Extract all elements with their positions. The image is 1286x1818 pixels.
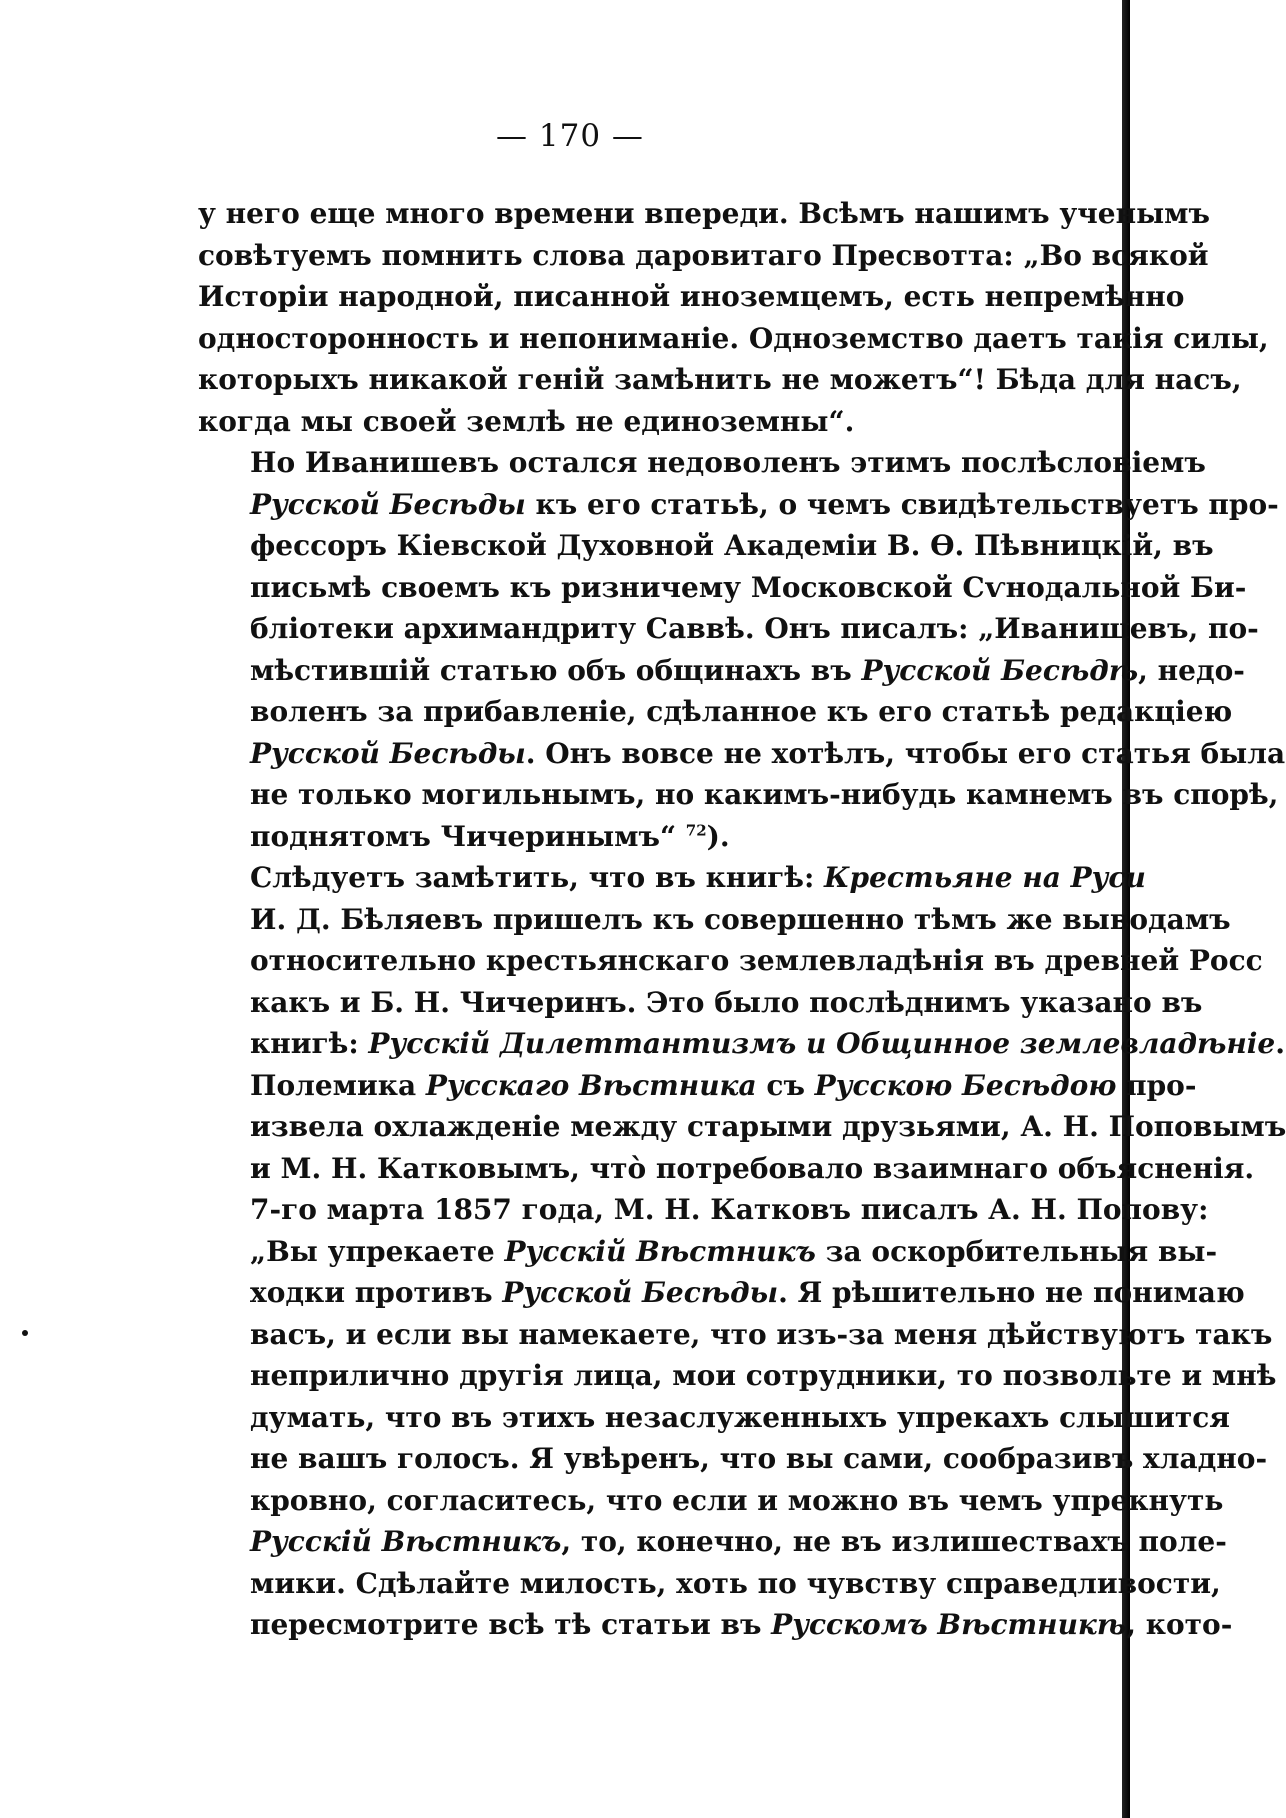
text-line xyxy=(198,774,1279,816)
text-line xyxy=(198,401,1036,443)
text-line xyxy=(198,650,1245,692)
text-line xyxy=(198,525,1214,567)
text-line xyxy=(198,1065,1197,1107)
text-line xyxy=(198,816,1036,858)
text-line xyxy=(198,1314,1273,1356)
text-run: мѣстившій статью объ общинахъ въ xyxy=(250,653,862,687)
text-run: за оскорбительныя вы- xyxy=(815,1234,1218,1268)
text-run: совѣтуемъ помнить слова даровитаго Пресвотта: „Во всякой xyxy=(198,238,1209,272)
italic-title: Русской Бесѣды xyxy=(502,1276,779,1309)
italic-title: Русскаго Вѣстника xyxy=(425,1068,757,1102)
text-run: васъ, и если вы намекаете, что изъ-за меня дѣйствуютъ такъ xyxy=(250,1317,1273,1351)
text-line xyxy=(198,235,1209,277)
text-run: кровно, согласитесь, что если и можно въ чемъ упрекнуть xyxy=(250,1483,1224,1517)
text-line xyxy=(198,193,1210,235)
text-run: думать, что въ этихъ незаслуженныхъ упрекахъ слышится xyxy=(250,1400,1230,1434)
text-line xyxy=(198,982,1203,1024)
text-line xyxy=(198,733,1286,775)
text-run: поднятомъ Чичеринымъ“ xyxy=(250,819,686,853)
paragraph xyxy=(198,857,1285,1065)
text-line xyxy=(198,1521,1227,1563)
text-run: книгѣ: xyxy=(250,1027,369,1060)
text-line xyxy=(198,608,1259,650)
italic-title: Русскій Вѣстникъ xyxy=(504,1234,816,1268)
text-line xyxy=(198,442,1206,484)
text-run: относительно крестьянскаго землевладѣнія въ древней Росс xyxy=(250,944,1263,977)
page-number: — 170 — xyxy=(496,118,644,154)
text-line xyxy=(198,276,1185,318)
text-run: къ его статьѣ, о чемъ свидѣтельствуетъ про- xyxy=(525,487,1279,521)
text-run: которыхъ никакой геній замѣнить не можетъ“! Бѣда для насъ, xyxy=(198,363,1242,396)
text-line xyxy=(198,1106,1286,1148)
text-run: извела охлажденіе между старыми друзьями, А. Н. Поповымъ xyxy=(250,1110,1286,1143)
text-line xyxy=(198,1438,1268,1480)
text-run: Полемика xyxy=(250,1068,426,1102)
text-run: Исторіи народной, писанной иноземцемъ, есть непремѣнно xyxy=(198,280,1185,313)
paragraph xyxy=(198,1065,1286,1646)
text-run: , недо- xyxy=(1138,653,1245,687)
text-run: . Онъ вовсе не хотѣлъ, чтобы его статья была xyxy=(525,736,1286,770)
text-line xyxy=(198,318,1269,360)
italic-title: Русскій Вѣстникъ xyxy=(250,1525,562,1558)
paragraph xyxy=(198,193,1269,442)
text-line xyxy=(198,484,1279,526)
text-line xyxy=(198,691,1233,733)
text-run: и М. Н. Катковымъ, что̀ потребовало взаимнаго объясненія. xyxy=(250,1151,1255,1185)
text-run: фессоръ Кіевской Духовной Академіи В. Ѳ. Пѣвницкій, въ xyxy=(250,529,1214,562)
text-line xyxy=(198,1397,1230,1439)
text-run: 7-го марта 1857 года, М. Н. Катковъ писалъ А. Н. Попову: xyxy=(250,1193,1209,1226)
text-line xyxy=(198,1480,1224,1522)
text-run: , то, конечно, не въ излишествахъ поле- xyxy=(561,1525,1227,1558)
text-run: . xyxy=(1275,1027,1285,1060)
text-line xyxy=(198,1148,1255,1190)
italic-title: Русскою Бесѣдою xyxy=(814,1068,1117,1102)
text-run: ходки противъ xyxy=(250,1276,503,1309)
text-run: . Я рѣшительно не понимаю xyxy=(778,1276,1245,1309)
text-line xyxy=(198,1563,1221,1605)
text-line xyxy=(198,899,1231,941)
italic-title: Русской Бесѣдѣ xyxy=(861,653,1139,687)
text-run: мики. Сдѣлайте милость, хоть по чувству справедливости, xyxy=(250,1566,1221,1600)
text-run: бліотеки архимандриту Саввѣ. Онъ писалъ: „Иванишевъ, по- xyxy=(250,612,1259,645)
footnote-ref: 72 xyxy=(685,821,707,840)
text-run: про- xyxy=(1116,1068,1197,1102)
text-line xyxy=(198,1023,1285,1065)
italic-title: Крестьяне на Руси xyxy=(824,861,1146,894)
text-line xyxy=(198,1604,1233,1646)
text-run: Но Иванишевъ остался недоволенъ этимъ послѣсловіемъ xyxy=(250,446,1206,479)
paragraph xyxy=(198,442,1286,857)
text-line xyxy=(198,1355,1277,1397)
text-run: когда мы своей землѣ не единоземны“. xyxy=(198,404,855,438)
italic-title: Русской Бесѣды xyxy=(250,487,526,521)
text-run: не вашъ голосъ. Я увѣренъ, что вы сами, сообразивъ хладно- xyxy=(250,1442,1268,1475)
text-run: „Вы упрекаете xyxy=(250,1234,505,1268)
italic-title: Русскомъ Вѣстникѣ xyxy=(771,1608,1127,1641)
text-line xyxy=(198,857,1146,899)
text-line xyxy=(198,567,1247,609)
body-text xyxy=(198,193,1286,1646)
text-run: не только могильнымъ, но какимъ-нибудь камнемъ въ спорѣ, xyxy=(250,778,1279,811)
text-run: , кото- xyxy=(1126,1608,1233,1641)
text-run: у него еще много времени впереди. Всѣмъ нашимъ ученымъ xyxy=(198,197,1210,230)
text-line xyxy=(198,940,1263,982)
ink-speck xyxy=(22,1330,28,1336)
text-run: Слѣдуетъ замѣтить, что въ книгѣ: xyxy=(250,861,825,894)
italic-title: Русскій Дилеттантизмъ и Общинное землевладѣніе xyxy=(368,1027,1276,1060)
text-line xyxy=(198,359,1242,401)
text-line xyxy=(198,1231,1218,1273)
text-line xyxy=(198,1272,1245,1314)
italic-title: Русской Бесѣды xyxy=(250,736,526,770)
text-run: И. Д. Бѣляевъ пришелъ къ совершенно тѣмъ же выводамъ xyxy=(250,902,1231,936)
text-line xyxy=(198,1189,1209,1231)
text-run: неприлично другія лица, мои сотрудники, то позвольте и мнѣ xyxy=(250,1359,1277,1392)
text-run: письмѣ своемъ къ ризничему Московской Сѵнодальной Би- xyxy=(250,570,1247,604)
text-run: какъ и Б. Н. Чичеринъ. Это было послѣднимъ указано въ xyxy=(250,985,1203,1019)
text-run: воленъ за прибавленіе, сдѣланное къ его статьѣ редакціею xyxy=(250,695,1233,728)
text-run: ). xyxy=(706,819,730,853)
text-run: пересмотрите всѣ тѣ статьи въ xyxy=(250,1608,772,1641)
text-run: односторонность и непониманіе. Одноземство даетъ такія силы, xyxy=(198,321,1269,355)
text-run: съ xyxy=(756,1068,815,1102)
